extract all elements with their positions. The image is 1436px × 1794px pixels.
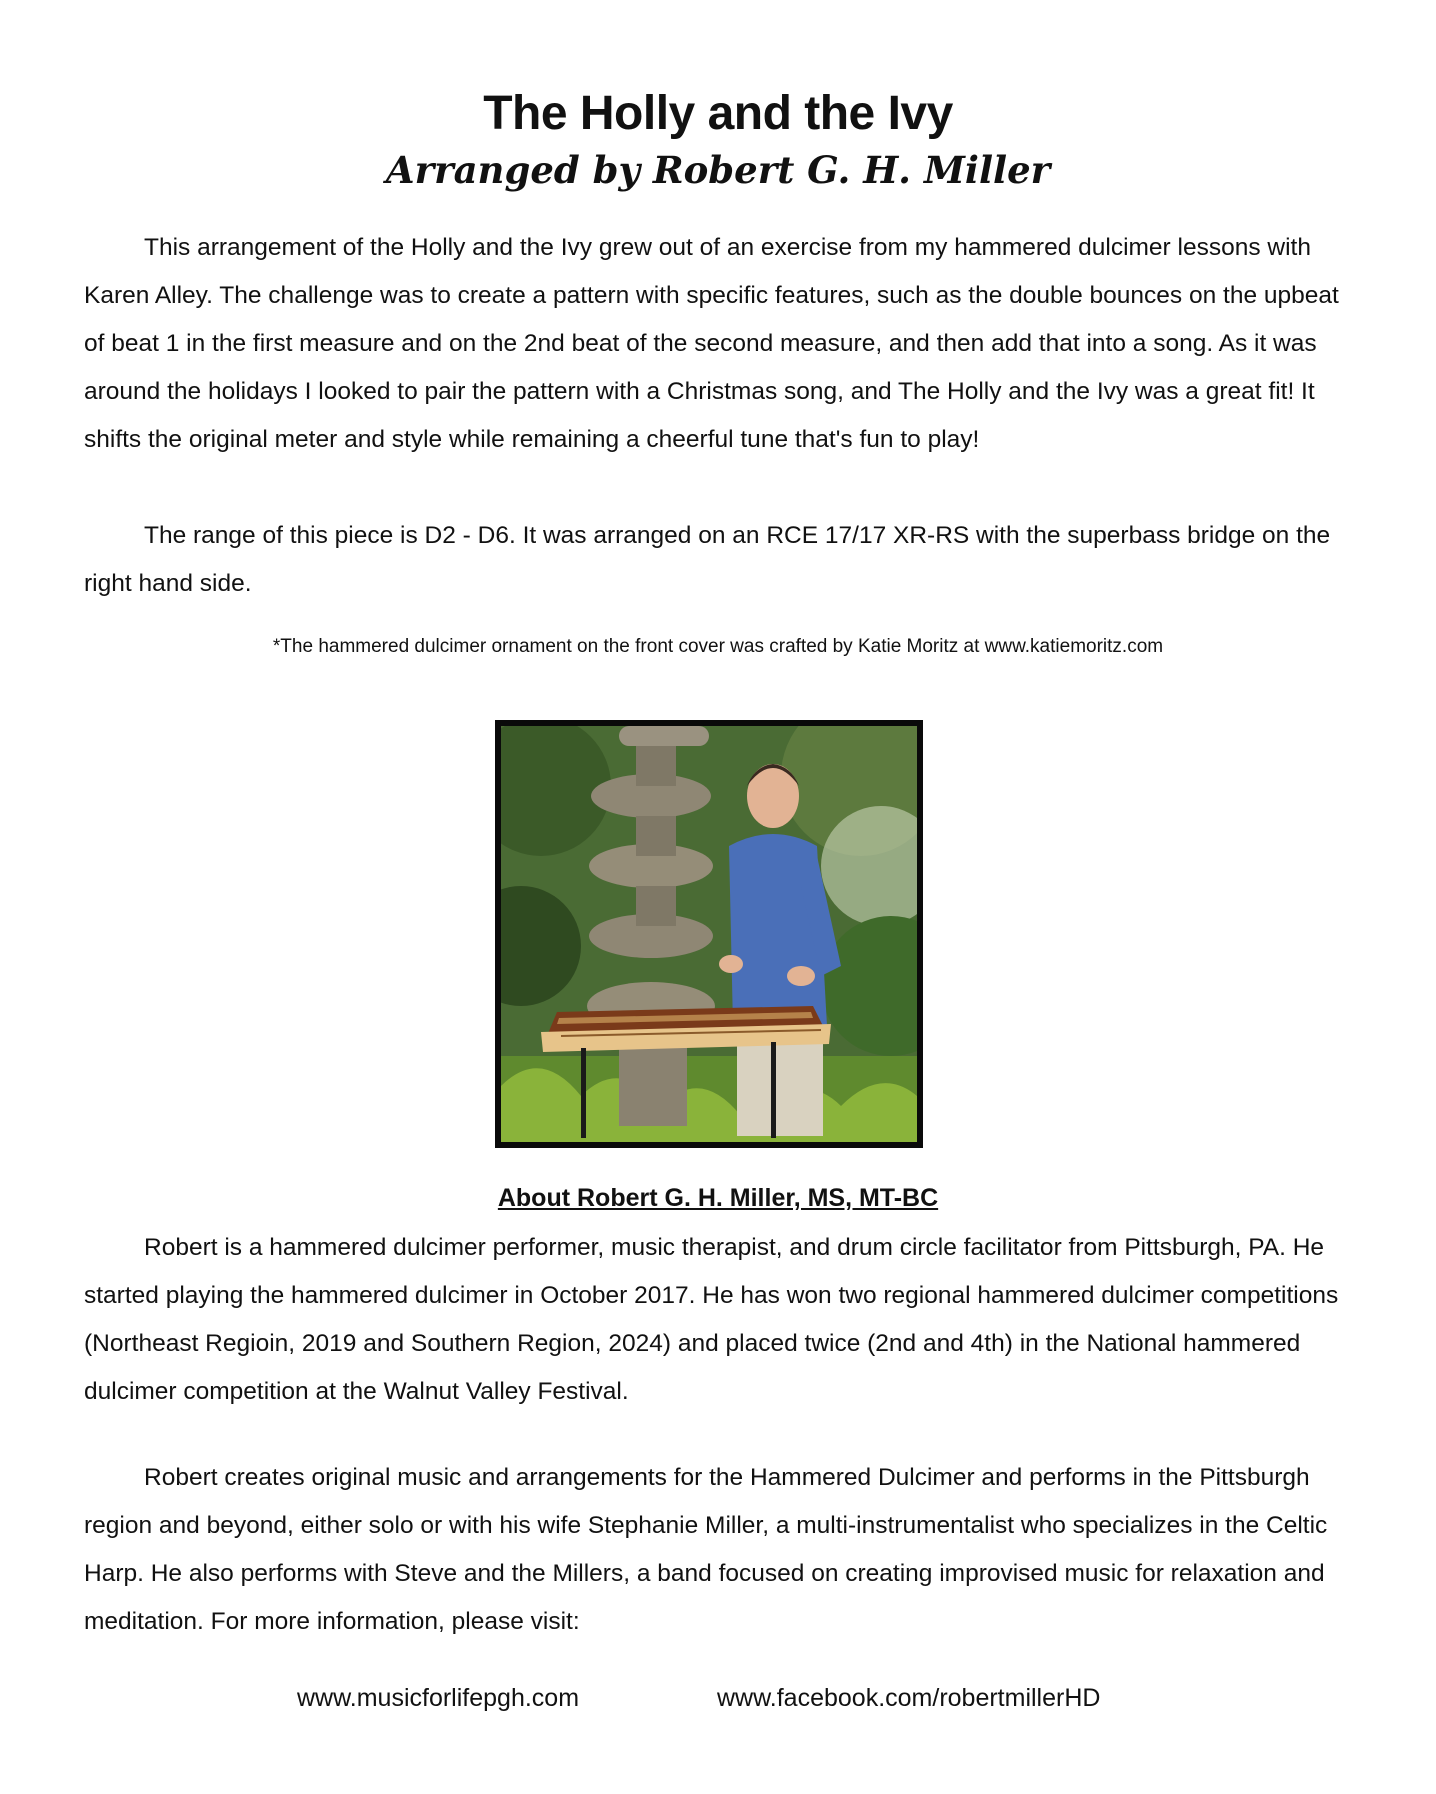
bio-paragraph-1: Robert is a hammered dulcimer performer, music therapist, and drum circle facilitator from Pittsburgh, PA. He started playing the hammered dulcimer in October 2017. He has won two regional hammered dulcimer competitions (Northeast Regioin, 2019 and Southern Region, 2024) and placed twice (2nd and 4th) in the National hammered dulcimer competition at the Walnut Valley Festival. <box>84 1234 1339 1405</box>
cover-footnote: *The hammered dulcimer ornament on the front cover was crafted by Katie Moritz at www.katiemoritz.com <box>272 636 1164 657</box>
facebook-link[interactable]: www.facebook.com/robertmillerHD <box>717 1684 1101 1712</box>
document-subtitle: Arranged by Robert G. H. Miller <box>385 148 1051 192</box>
intro-paragraph: This arrangement of the Holly and the Ivy grew out of an exercise from my hammered dulcimer lessons with Karen Alley. The challenge was to create a pattern with specific features, such as the double bounces on the upbeat of beat 1 in the first measure and on the 2nd beat of the second measure, and then add that into a song. As it was around the holidays I looked to pair the pattern with a Christmas song, and The Holly and the Ivy was a great fit! It shifts the original meter and style while remaining a cheerful tune that's fun to play! <box>84 234 1339 453</box>
document-title: The Holly and the Ivy <box>483 87 953 140</box>
about-heading: About Robert G. H. Miller, MS, MT-BC <box>497 1184 939 1212</box>
bio-paragraph-2: Robert creates original music and arrangements for the Hammered Dulcimer and performs in the Pittsburgh region and beyond, either solo or with his wife Stephanie Miller, a multi-instrumentalist who specializes in the Celtic Harp. He also performs with Steve and the Millers, a band focused on creating improvised music for relaxation and meditation. For more information, please visit: <box>84 1464 1328 1635</box>
range-paragraph: The range of this piece is D2 - D6. It was arranged on an RCE 17/17 XR-RS with the superbass bridge on the right hand side. <box>84 522 1331 597</box>
author-photo-image <box>501 726 917 1142</box>
author-photo <box>495 720 923 1148</box>
website-link[interactable]: www.musicforlifepgh.com <box>297 1684 580 1712</box>
